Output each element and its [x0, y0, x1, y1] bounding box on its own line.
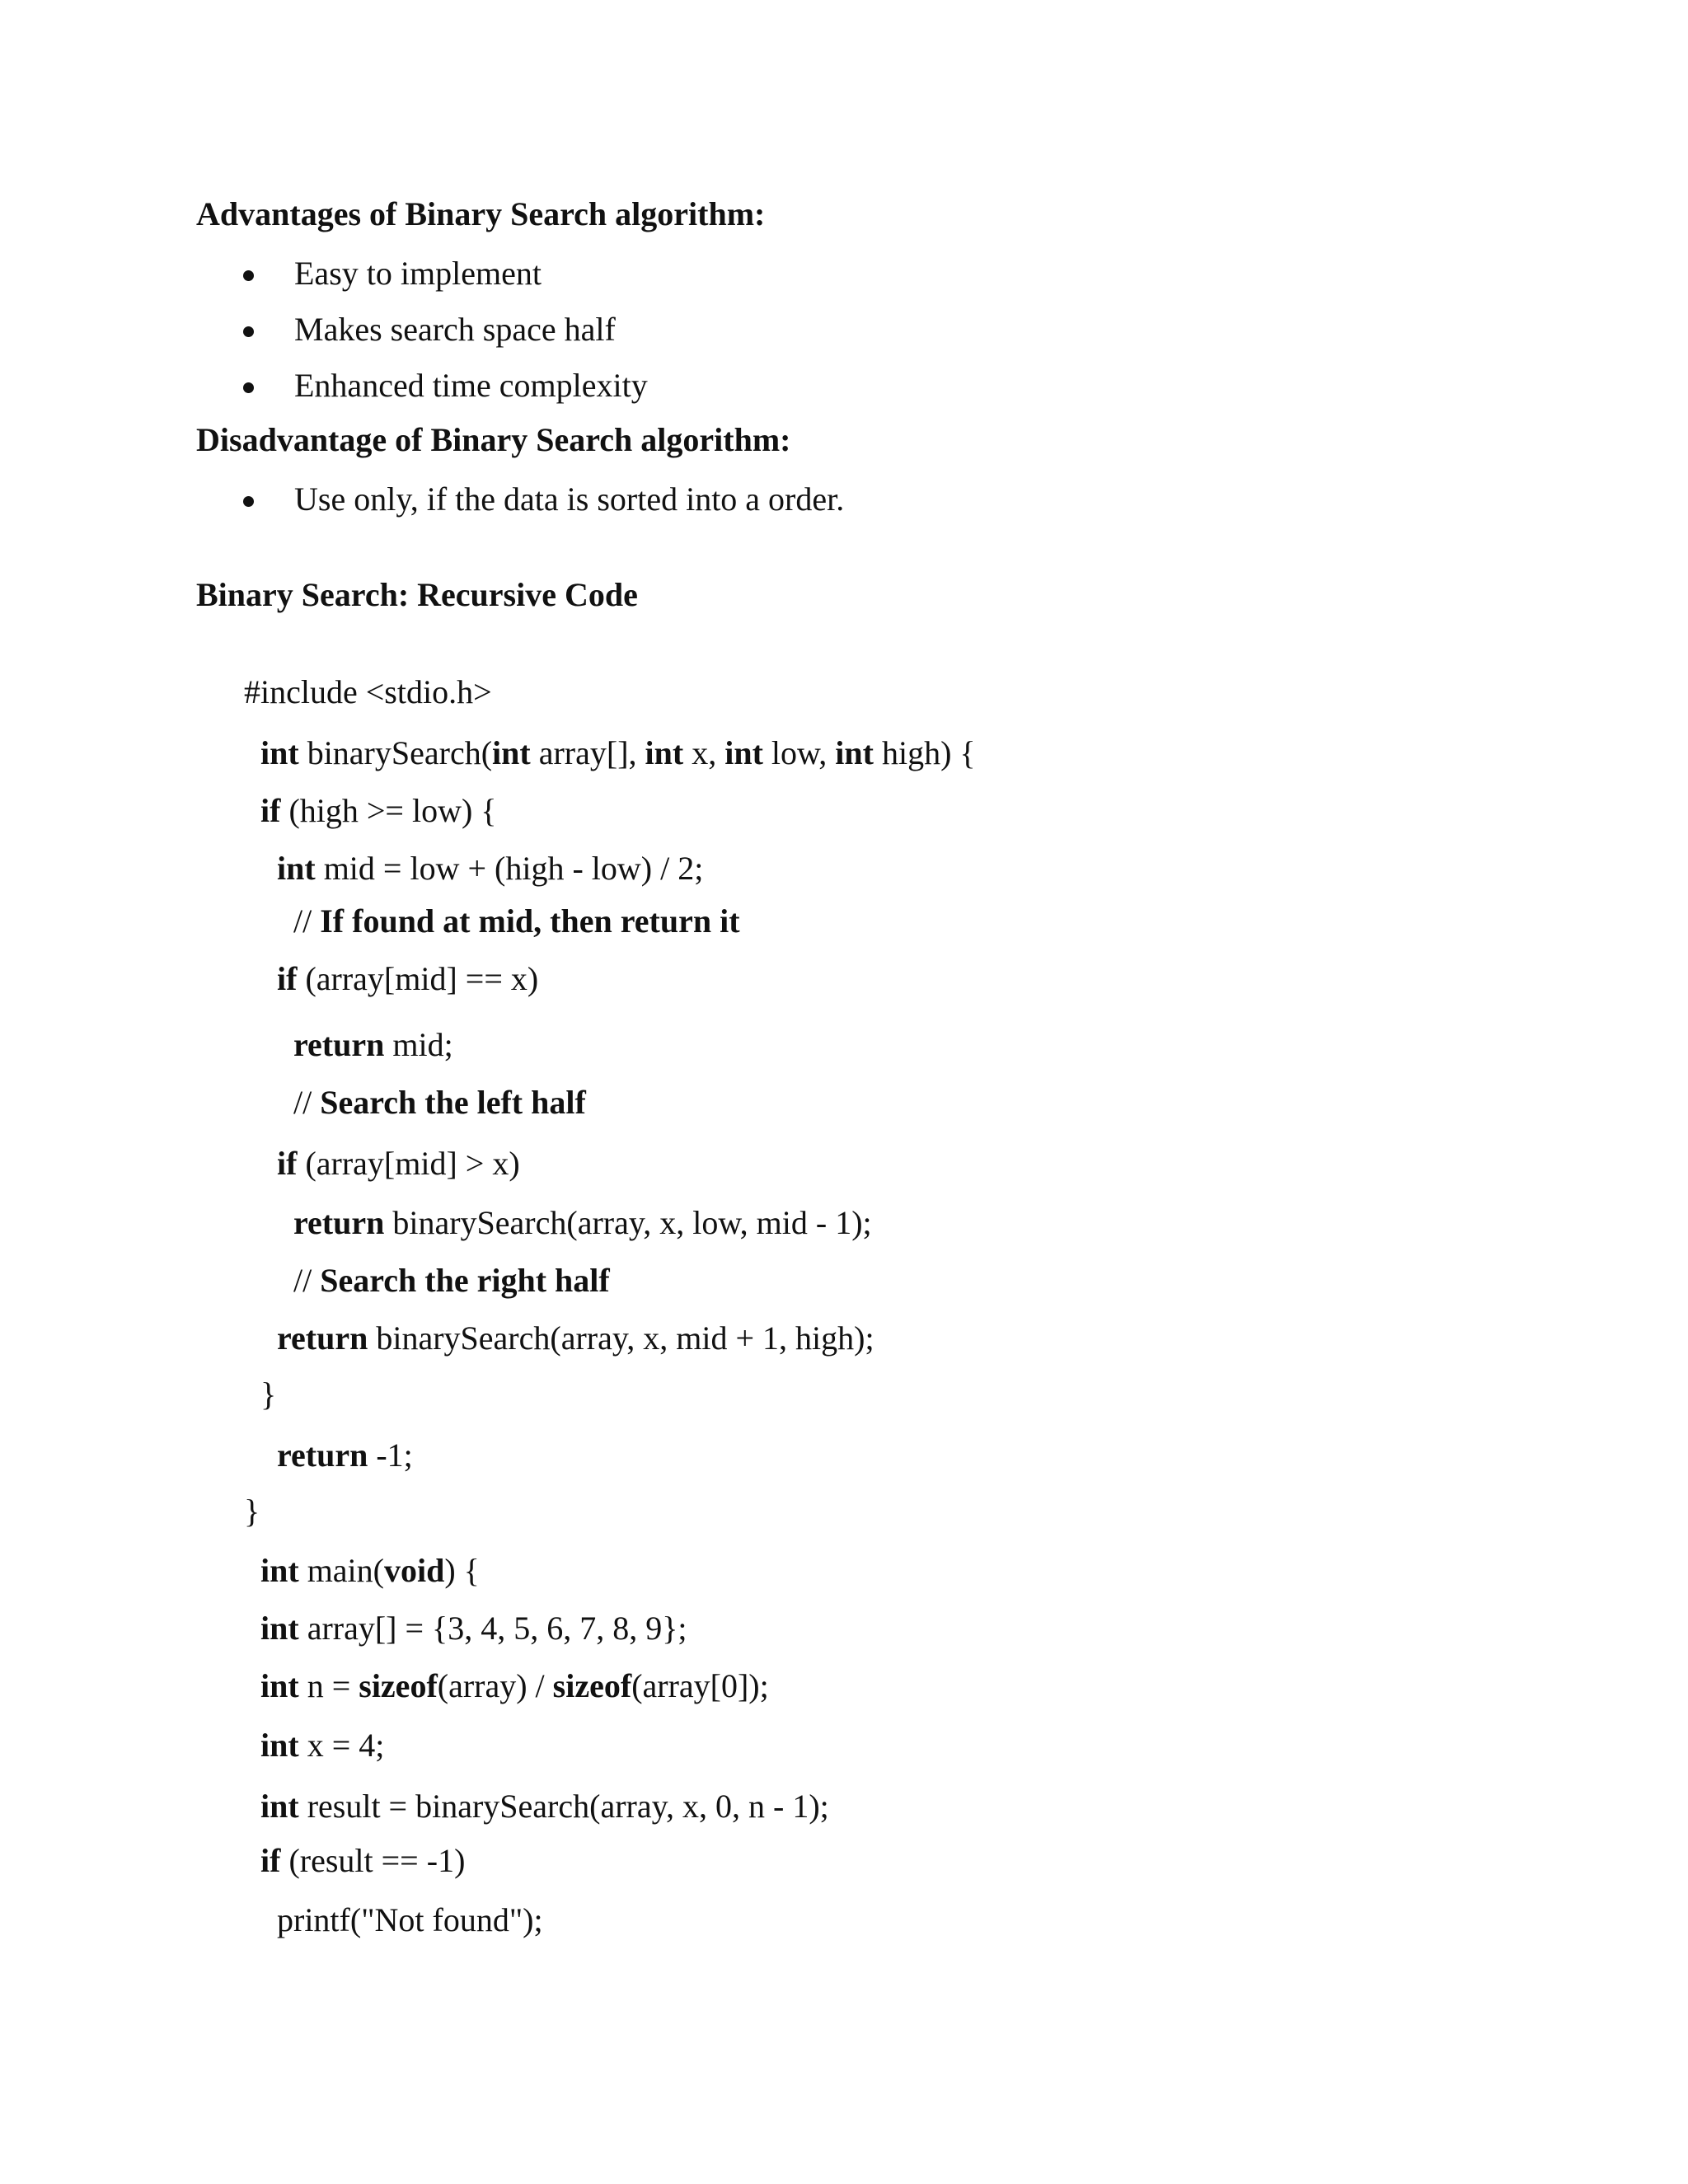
code-line — [260, 1729, 384, 1762]
code-keyword: sizeof — [359, 1667, 438, 1704]
code-line — [260, 794, 497, 827]
code-text: (array[mid] == x) — [297, 960, 539, 997]
code-line — [260, 1612, 687, 1645]
code-text: (array[mid] > x) — [297, 1145, 520, 1182]
code-line — [293, 1086, 586, 1119]
code-text: } — [244, 1493, 260, 1530]
code-keyword: sizeof — [552, 1667, 632, 1704]
code-text: array[], — [530, 734, 645, 771]
code-keyword: if — [277, 1145, 298, 1182]
advantage-item-text: Makes search space half — [294, 311, 616, 348]
code-line — [293, 1026, 453, 1063]
code-text: (array[0]); — [631, 1667, 769, 1704]
code-text: x, — [683, 734, 725, 771]
code-keyword: return — [277, 1436, 368, 1474]
code-text: // — [293, 902, 321, 940]
code-keyword: int — [260, 1667, 299, 1704]
code-line — [277, 1319, 874, 1357]
code-keyword: int — [277, 850, 316, 887]
code-keyword: int — [492, 734, 531, 771]
code-keyword: return — [293, 1204, 385, 1241]
code-text: (array) / — [437, 1667, 553, 1704]
code-text: printf("Not found"); — [277, 1901, 543, 1938]
code-keyword: int — [260, 1788, 299, 1825]
code-text: x = 4; — [298, 1727, 385, 1764]
code-line — [293, 1204, 872, 1241]
code-keyword: int — [260, 734, 299, 771]
code-text: (result == -1) — [280, 1842, 466, 1879]
code-keyword: Search the right half — [320, 1262, 610, 1299]
code-keyword: if — [277, 960, 298, 997]
advantage-item-text: Enhanced time complexity — [294, 367, 648, 404]
advantages-heading: Advantages of Binary Search algorithm: — [196, 195, 766, 232]
code-line — [277, 852, 703, 885]
code-text: n = — [298, 1667, 359, 1704]
code-line — [277, 1436, 413, 1474]
code-text: binarySearch(array, x, mid + 1, high); — [368, 1319, 874, 1357]
code-text: result = binarySearch(array, x, 0, n - 1); — [298, 1788, 829, 1825]
code-keyword: If found at mid, then return it — [320, 902, 740, 940]
bullet-icon — [243, 270, 254, 281]
code-line — [277, 1901, 543, 1938]
code-keyword: int — [724, 734, 763, 771]
disadvantages-heading: Disadvantage of Binary Search algorithm: — [196, 421, 791, 458]
code-text: main( — [298, 1552, 384, 1589]
code-line — [260, 1667, 769, 1704]
code-keyword: if — [260, 1842, 281, 1879]
code-keyword: if — [260, 792, 281, 829]
code-text: #include <stdio.h> — [244, 673, 492, 710]
code-line — [260, 734, 976, 771]
code-text: ) { — [444, 1552, 480, 1589]
code-text: low, — [762, 734, 836, 771]
code-line — [293, 902, 740, 940]
advantage-item-text: Easy to implement — [294, 255, 542, 292]
code-line — [277, 960, 539, 997]
code-line — [260, 1844, 465, 1877]
code-keyword: int — [645, 734, 684, 771]
code-text: // — [293, 1084, 321, 1121]
code-keyword: int — [260, 1552, 299, 1589]
code-line — [260, 1378, 276, 1411]
code-keyword: int — [260, 1727, 299, 1764]
code-text: } — [260, 1376, 277, 1413]
code-text: mid; — [384, 1026, 453, 1063]
code-text: array[] = {3, 4, 5, 6, 7, 8, 9}; — [298, 1610, 687, 1647]
code-keyword: return — [277, 1319, 368, 1357]
code-line — [244, 673, 492, 710]
code-keyword: Search the left half — [320, 1084, 586, 1121]
code-line — [277, 1147, 520, 1180]
code-text: binarySearch( — [298, 734, 493, 771]
code-text: -1; — [368, 1436, 413, 1474]
bullet-icon — [243, 326, 254, 337]
code-text: binarySearch(array, x, low, mid - 1); — [384, 1204, 872, 1241]
code-keyword: int — [260, 1610, 299, 1647]
bullet-icon — [243, 382, 254, 393]
code-text: high) { — [873, 734, 976, 771]
code-text: mid = low + (high - low) / 2; — [315, 850, 704, 887]
code-line — [260, 1554, 480, 1587]
disadvantage-item-text: Use only, if the data is sorted into a order. — [294, 480, 845, 518]
code-keyword: void — [384, 1552, 445, 1589]
bullet-icon — [243, 496, 254, 507]
code-keyword: int — [835, 734, 874, 771]
code-line — [260, 1790, 829, 1823]
code-line — [293, 1264, 610, 1297]
code-keyword: return — [293, 1026, 385, 1063]
code-text: // — [293, 1262, 321, 1299]
code-section-heading: Binary Search: Recursive Code — [196, 576, 638, 613]
code-text: (high >= low) { — [280, 792, 497, 829]
code-line — [244, 1495, 260, 1528]
